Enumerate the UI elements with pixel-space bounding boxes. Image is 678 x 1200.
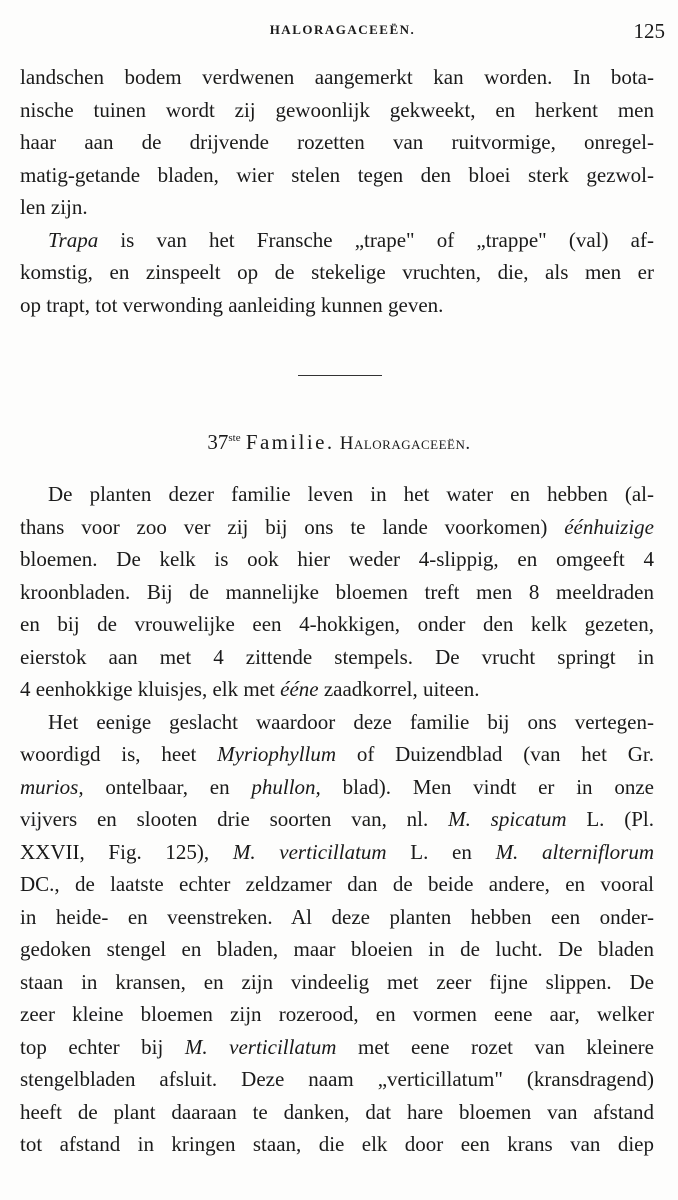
text-line bbox=[20, 1128, 654, 1161]
text-run: L. en bbox=[386, 839, 496, 864]
text-run: matig-getande bladen, wier stelen tegen den bloei sterk gezwol- bbox=[20, 162, 654, 187]
text-line bbox=[20, 1063, 654, 1096]
text-run: tot afstand in kringen staan, die elk door een krans van diep bbox=[20, 1132, 654, 1156]
text-line bbox=[20, 771, 654, 804]
text-line bbox=[20, 478, 654, 511]
text-run: of Duizendblad (van het Gr. bbox=[336, 742, 654, 766]
text-run: XXVII, Fig. 125), bbox=[20, 839, 233, 864]
text-line bbox=[20, 543, 654, 576]
text-run: ontelbaar, en bbox=[83, 774, 252, 799]
text-run: kroonbladen. Bij de mannelijke bloemen treft men 8 meeldraden bbox=[20, 579, 654, 604]
text-run: in heide- en veenstreken. Al deze planten hebben een onder- bbox=[20, 904, 654, 929]
text-run: op trapt, tot verwonding aanleiding kunnen geven. bbox=[20, 292, 444, 317]
running-title: HALORAGACEEËN. bbox=[269, 22, 416, 37]
text-line bbox=[20, 289, 654, 322]
italic-text: M. verticillatum bbox=[232, 839, 387, 864]
text-line bbox=[20, 191, 654, 224]
text-run: len zijn. bbox=[20, 195, 88, 219]
text-run: landschen bodem verdwenen aangemerkt kan worden. In bota- bbox=[20, 65, 654, 89]
italic-text: éénhuizige bbox=[564, 514, 654, 539]
text-run: vijvers en slooten drie soorten van, nl. bbox=[20, 807, 449, 831]
text-run: blad). Men vindt er in onze bbox=[320, 774, 654, 799]
text-run: eierstok aan met 4 zittende stempels. De vrucht springt in bbox=[20, 644, 654, 669]
family-label: Familie. bbox=[245, 430, 335, 454]
family-name: Haloragaceeën. bbox=[339, 433, 471, 454]
text-line bbox=[20, 641, 654, 674]
text-run: staan in kransen, en zijn vindeelig met zeer fijne slippen. De bbox=[20, 969, 654, 994]
paragraph bbox=[20, 61, 654, 224]
text-run: en bij de vrouwelijke een 4-hokkigen, onder den kelk gezeten, bbox=[20, 612, 654, 636]
text-line bbox=[20, 1096, 654, 1129]
page-number: 125 bbox=[633, 19, 665, 43]
text-run: L. (Pl. bbox=[566, 807, 654, 831]
text-line bbox=[20, 511, 654, 544]
text-run: met eene rozet van kleinere bbox=[336, 1034, 654, 1059]
text-line bbox=[20, 576, 654, 609]
paragraph bbox=[20, 706, 654, 1161]
italic-text: Trapa bbox=[48, 227, 99, 252]
italic-text: M. verticillatum bbox=[184, 1034, 337, 1059]
text-run: thans voor zoo ver zij bij ons te lande voorkomen) bbox=[20, 514, 565, 539]
running-header bbox=[20, 20, 665, 46]
text-line bbox=[20, 256, 654, 289]
family-number: 37 bbox=[207, 430, 229, 454]
text-line bbox=[20, 998, 654, 1031]
text-line bbox=[20, 738, 654, 771]
text-line bbox=[20, 224, 654, 257]
text-line bbox=[20, 159, 654, 192]
text-line bbox=[20, 901, 654, 934]
text-block-bottom bbox=[20, 478, 654, 1161]
italic-text: M. alterniflorum bbox=[495, 839, 655, 864]
text-line bbox=[20, 706, 654, 739]
text-line bbox=[20, 1031, 654, 1064]
family-number-suffix: ste bbox=[228, 432, 241, 444]
text-line bbox=[20, 94, 654, 127]
text-line bbox=[20, 673, 654, 706]
text-run: komstig, en zinspeelt op de stekelige vruchten, die, als men er bbox=[20, 260, 654, 284]
text-run: De planten dezer familie leven in het water en hebben (al- bbox=[48, 482, 654, 506]
text-line bbox=[20, 61, 654, 94]
text-line bbox=[20, 933, 654, 966]
text-run: DC., de laatste echter zeldzamer dan de beide andere, en vooral bbox=[20, 872, 654, 896]
italic-text: Myriophyllum bbox=[217, 742, 337, 766]
section-divider bbox=[298, 375, 382, 376]
text-line bbox=[20, 868, 654, 901]
text-run: top echter bij bbox=[20, 1034, 185, 1059]
text-line bbox=[20, 608, 654, 641]
text-run: is van het Fransche „trape" of „trappe" (val) af- bbox=[98, 227, 654, 252]
text-line bbox=[20, 803, 654, 836]
text-run: nische tuinen wordt zij gewoonlijk gekweekt, en herkent men bbox=[20, 97, 654, 122]
text-run: zaadkorrel, uiteen. bbox=[318, 677, 480, 701]
italic-text: M. spicatum bbox=[448, 807, 567, 831]
text-run: zeer kleine bloemen zijn rozerood, en vormen eene aar, welker bbox=[20, 1002, 654, 1026]
text-run: 4 eenhokkige kluisjes, elk met bbox=[20, 677, 281, 701]
text-line bbox=[20, 126, 654, 159]
text-run: haar aan de drijvende rozetten van ruitvormige, onregel- bbox=[20, 130, 654, 154]
italic-text: murios, bbox=[20, 774, 84, 799]
italic-text: ééne bbox=[280, 677, 319, 701]
paragraph bbox=[20, 478, 654, 706]
section-heading bbox=[0, 430, 678, 455]
text-run: bloemen. De kelk is ook hier weder 4-slippig, en omgeeft 4 bbox=[20, 547, 654, 571]
text-line bbox=[20, 966, 654, 999]
text-run: heeft de plant daaraan te danken, dat hare bloemen van afstand bbox=[20, 1099, 654, 1124]
paragraph bbox=[20, 224, 654, 322]
text-run: woordigd is, heet bbox=[20, 742, 218, 766]
text-run: gedoken stengel en bladen, maar bloeien in de lucht. De bladen bbox=[20, 937, 654, 961]
text-block-top bbox=[20, 61, 654, 321]
italic-text: phullon, bbox=[251, 774, 321, 799]
text-line bbox=[20, 836, 654, 869]
text-run: Het eenige geslacht waardoor deze familie bij ons vertegen- bbox=[48, 709, 654, 734]
text-run: stengelbladen afsluit. Deze naam „verticillatum" (kransdragend) bbox=[20, 1067, 654, 1091]
